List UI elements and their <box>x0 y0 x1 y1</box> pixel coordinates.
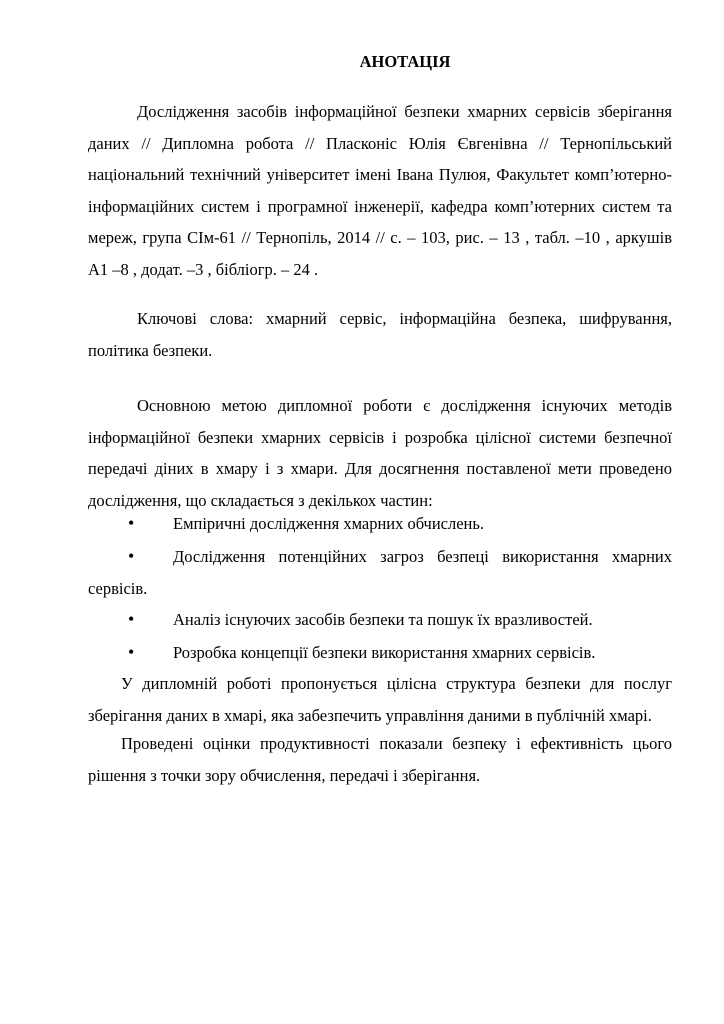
bullet-icon: • <box>128 513 135 533</box>
page-title: АНОТАЦІЯ <box>359 52 451 71</box>
bullet-icon: • <box>128 546 135 566</box>
abstract-paragraph: Дослідження засобів інформаційної безпеки хмарних сервісів зберігання даних // Дипломна робота // Пласконіс Юлія Євгенівна // Тернопільський національний технічний університет імені Івана Пулюя, Факультет комп’ютерно-інформаційних систем і програмної інженерії, кафедра комп’ютерних систем та мереж, група СІм-61 // Тернопіль, 2014 // с. – 103, рис. – 13 , табл. –10 , аркушів А1 –8 , додат. –3 , бібліогр. – 24 . <box>88 102 672 279</box>
bullet-item-4 <box>88 637 672 669</box>
bullet-text: Аналіз існуючих засобів безпеки та пошук їх вразливостей. <box>173 610 593 629</box>
bullet-icon: • <box>128 642 135 662</box>
conclusion-paragraph: Проведені оцінки продуктивності показали безпеку і ефективність цього рішення з точки зору обчислення, передачі і зберігання. <box>88 734 672 785</box>
bullet-item-2 <box>88 541 672 604</box>
bullet-item-1 <box>88 508 672 540</box>
goal-paragraph: Основною метою дипломної роботи є дослідження існуючих методів інформаційної безпеки хмарних сервісів і розробка цілісної системи безпечної передачі діних в хмару і з хмари. Для досягнення поставленої мети проведено дослідження, що складається з декількох частин: <box>88 396 672 510</box>
bullet-icon: • <box>128 609 135 629</box>
bullet-text: Емпіричні дослідження хмарних обчислень. <box>173 514 485 533</box>
keywords-paragraph: Ключові слова: хмарний сервіс, інформаційна безпека, шифрування, політика безпеки. <box>88 309 672 360</box>
bullet-item-3 <box>88 604 672 636</box>
bullet-text: Розробка концепції безпеки використання хмарних сервісів. <box>173 643 596 662</box>
bullet-text: Дослідження потенційних загроз безпеці використання хмарних сервісів. <box>88 547 672 598</box>
proposal-paragraph: У дипломній роботі пропонується цілісна структура безпеки для послуг зберігання даних в хмарі, яка забезпечить управління даними в публічній хмарі. <box>88 674 672 725</box>
